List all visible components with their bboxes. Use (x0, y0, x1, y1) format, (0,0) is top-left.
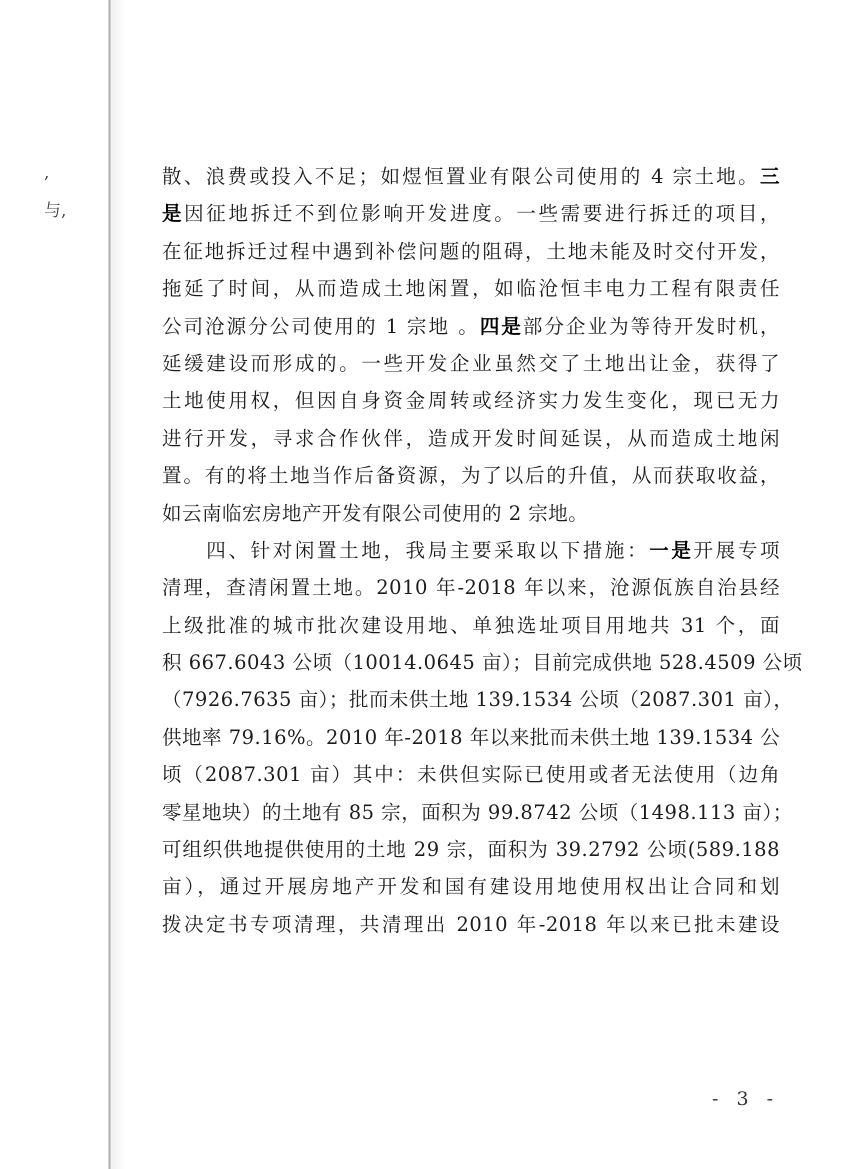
text-segment: 开展专项 (693, 538, 780, 562)
page-fold-shadow (111, 0, 125, 1169)
bold-text-segment: 是 (162, 202, 185, 226)
text-line (162, 794, 793, 831)
text-segment: 置。有的将土地当作后备资源，为了以后的升值，从而获取收益， (162, 464, 780, 488)
text-line (162, 195, 780, 232)
text-line (162, 868, 780, 905)
margin-mark-1: , (44, 163, 50, 183)
text-line (162, 158, 780, 195)
text-segment: 上级批准的城市批次建设用地、单独选址项目用地共 31 个，面 (162, 613, 780, 637)
text-segment: 散、浪费或投入不足；如煜恒置业有限公司使用的 4 宗土地。 (162, 165, 760, 188)
text-segment: 可组织供地提供使用的土地 29 宗，面积为 39.2792 公顷(589.188 (162, 838, 780, 862)
text-line (162, 495, 780, 532)
text-line (162, 270, 780, 307)
text-segment: 在征地拆迁过程中遇到补偿问题的阻碍，土地未能及时交付开发， (162, 239, 780, 263)
text-segment: 部分企业为等待开发时机， (522, 314, 780, 338)
text-segment: 积 667.6043 公顷（10014.0645 亩）；目前完成供地 528.4509 公顷 (162, 651, 803, 675)
text-segment: （7926.7635 亩）；批而未供土地 139.1534 公顷（2087.301 亩）， (162, 688, 794, 712)
text-line (162, 382, 780, 419)
text-segment: 四、针对闲置土地，我局主要采取以下措施： (162, 538, 650, 562)
text-segment: 如云南临宏房地产开发有限公司使用的 2 宗地。 (162, 501, 589, 525)
bold-text-segment: 四是 (479, 314, 523, 338)
text-segment: 清理，查清闲置土地。2010 年-2018 年以来，沧源佤族自治县经 (162, 576, 780, 600)
text-line (162, 457, 780, 494)
text-line (162, 607, 780, 644)
text-line (162, 719, 780, 756)
text-segment: 顷（2087.301 亩）其中：未供但实际已使用或者无法使用（边角 (162, 763, 780, 787)
text-segment: 延缓建设而形成的。一些开发企业虽然交了土地出让金，获得了 (162, 351, 780, 375)
text-segment: 供地率 79.16%。2010 年-2018 年以来批而未供土地 139.1534 公 (162, 725, 781, 749)
text-line (162, 644, 803, 681)
text-line (162, 420, 780, 457)
text-segment: 亩），通过开展房地产开发和国有建设用地使用权出让合同和划 (162, 875, 780, 899)
text-line (162, 532, 780, 569)
margin-mark-2: 与, (44, 201, 67, 221)
bold-text-segment: 一是 (649, 538, 694, 562)
text-line (162, 831, 780, 868)
text-line (162, 569, 780, 606)
text-segment: 进行开发，寻求合作伙伴，造成开发时间延误，从而造成土地闲 (162, 426, 780, 450)
page-number: - 3 - (712, 1088, 780, 1110)
text-segment: 零星地块）的土地有 85 宗，面积为 99.8742 公顷（1498.113 亩）； (162, 800, 793, 824)
document-body (162, 158, 803, 943)
text-line (162, 345, 780, 382)
page-fold-line (108, 0, 111, 1169)
text-segment: 公司沧源分公司使用的 1 宗地 。 (162, 314, 480, 338)
text-line (162, 308, 780, 345)
text-line (162, 756, 780, 793)
bold-text-segment: 三 (759, 165, 780, 188)
text-segment: 土地使用权，但因自身资金周转或经济实力发生变化，现已无力 (162, 389, 780, 413)
text-segment: 拖延了时间，从而造成土地闲置，如临沧恒丰电力工程有限责任 (162, 277, 780, 301)
text-segment: 因征地拆迁不到位影响开发进度。一些需要进行拆迁的项目， (184, 202, 780, 226)
text-line (162, 233, 780, 270)
text-line (162, 906, 780, 943)
text-line (162, 681, 794, 718)
text-segment: 拨决定书专项清理，共清理出 2010 年-2018 年以来已批未建设 (162, 912, 780, 936)
